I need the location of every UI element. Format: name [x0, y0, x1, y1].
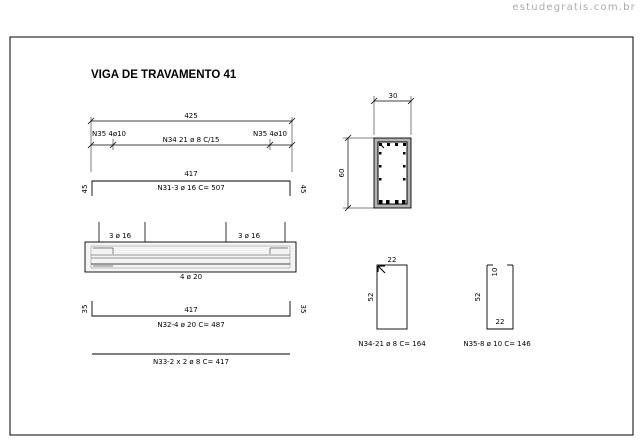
sheet-border [10, 37, 633, 435]
stirrup-n35-shape [463, 265, 531, 348]
n31-length: 417 [184, 170, 198, 178]
n35-height: 52 [474, 292, 482, 302]
dim-n35-left: N35 4ø10 [92, 130, 127, 138]
watermark: estudegratis.com.br [512, 2, 636, 13]
n31-hook-left: 45 [81, 184, 89, 194]
top-bars-right: 3 ø 16 [237, 232, 261, 240]
n35-width: 22 [495, 318, 505, 326]
n34-width: 22 [387, 256, 397, 264]
dimension-stirrups [88, 130, 295, 150]
bar-n31 [81, 170, 307, 196]
dim-total-label: 425 [184, 112, 198, 120]
n32-length: 417 [184, 306, 198, 314]
bottom-bars: 4 ø 20 [179, 273, 203, 281]
dim-n34: N34 21 ø 8 C/15 [162, 136, 220, 144]
bar-n33 [92, 354, 290, 366]
dim-n35-right: N35 4ø10 [253, 130, 288, 138]
drawing-title: VIGA DE TRAVAMENTO 41 [91, 69, 237, 81]
n31-hook-right: 45 [299, 184, 307, 194]
n33-label: N33-2 x 2 ø 8 C= 417 [153, 358, 229, 366]
n31-label: N31-3 ø 16 C= 507 [157, 184, 225, 192]
n32-hook-right: 35 [299, 304, 307, 314]
beam-elevation [85, 222, 296, 281]
n32-hook-left: 35 [81, 304, 89, 314]
n34-height: 52 [367, 292, 375, 302]
bar-n32 [81, 301, 307, 329]
cross-section [338, 92, 414, 211]
top-bars-left: 3 ø 16 [108, 232, 132, 240]
n35-top: 10 [491, 267, 499, 277]
n34-label: N34-21 ø 8 C= 164 [358, 340, 426, 348]
n32-label: N32-4 ø 20 C= 487 [157, 321, 225, 329]
section-height-label: 60 [338, 168, 346, 178]
section-width-label: 30 [388, 92, 398, 100]
n35-label: N35-8 ø 10 C= 146 [463, 340, 531, 348]
stirrup-n34-shape [358, 256, 426, 348]
